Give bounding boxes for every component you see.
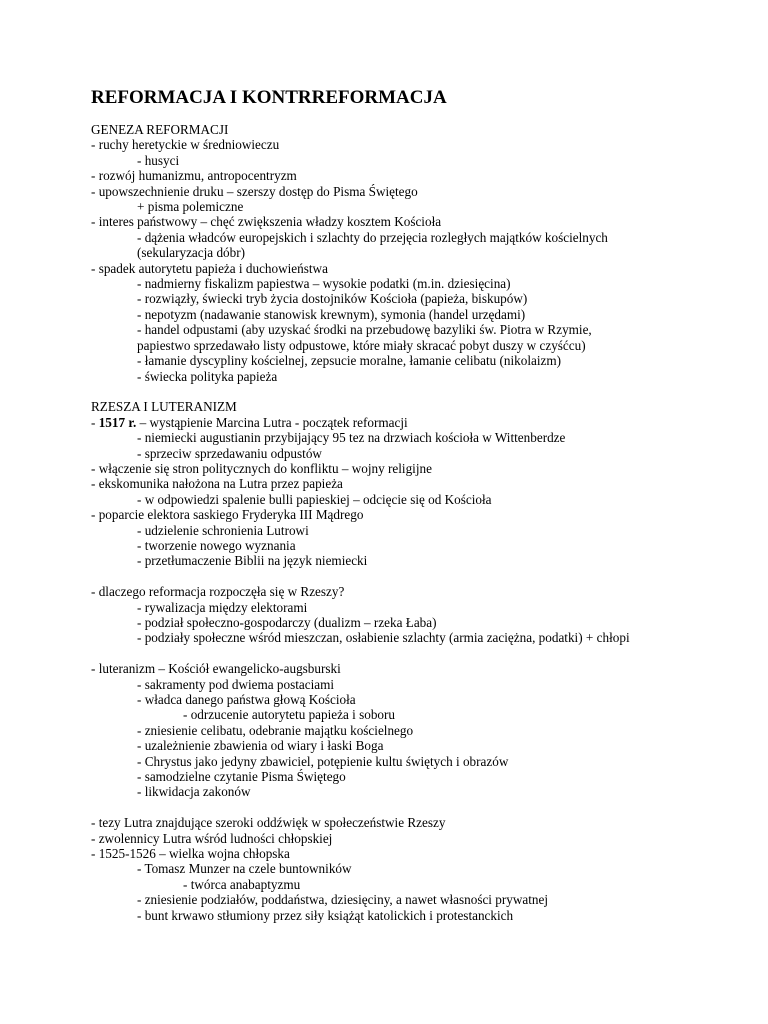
text-line: - łamanie dyscypliny kościelnej, zepsucie moralne, łamanie celibatu (nikolaizm) [137,353,562,369]
text-line: - likwidacja zakonów [137,784,251,800]
text-line: - twórca anabaptyzmu [183,876,301,892]
text-line: - sakramenty pod dwiema postaciami [137,676,335,692]
text-line: - podział społeczno-gospodarczy (dualizm – rzeka Łaba) [137,614,437,630]
text-line: - bunt krwawo stłumiony przez siły książąt katolickich i protestanckich [137,907,514,923]
text-line: RZESZA I LUTERANIZM [91,399,237,415]
document-body [91,122,741,923]
text-line: - Chrystus jako jedyny zbawiciel, potępienie kultu świętych i obrazów [137,753,509,769]
text-line: - świecka polityka papieża [137,368,278,384]
text-line: - zwolennicy Lutra wśród ludności chłopskiej [91,830,333,846]
document-page [91,86,741,923]
text-line: - handel odpustami (aby uzyskać środki na przebudowę bazyliki św. Piotra w Rzymie, [137,322,592,338]
text-line: - dążenia władców europejskich i szlachty do przejęcia rozległych majątków kościelnych [137,229,608,245]
text-line: - interes państwowy – chęć zwiększenia władzy kosztem Kościoła [91,214,442,230]
text-line: - rozwiązły, świecki tryb życia dostojników Kościoła (papieża, biskupów) [137,291,528,307]
bold-date: 1517 r. [98,414,137,430]
text-line: - zniesienie celibatu, odebranie majątku kościelnego [137,722,414,738]
text-line: - Tomasz Munzer na czele buntowników [137,861,352,877]
line-prefix: - [91,414,99,430]
blank-line [91,800,741,815]
text-line: - odrzucenie autorytetu papieża i soboru [183,707,396,723]
text-line: - dlaczego reformacja rozpoczęła się w Rzeszy? [91,584,345,600]
text-line: - przetłumaczenie Biblii na język niemiecki [137,553,368,569]
text-line: - samodzielne czytanie Pisma Świętego [137,769,346,785]
text-line: - w odpowiedzi spalenie bulli papieskiej – odcięcie się od Kościoła [137,491,492,507]
text-line: - ekskomunika nałożona na Lutra przez papieża [91,476,343,492]
text-line: + pisma polemiczne [137,199,244,215]
text-line: - uzależnienie zbawienia od wiary i łaski Boga [137,738,384,754]
text-line: - udzielenie schronienia Lutrowi [137,522,309,538]
line-text: – wystąpienie Marcina Lutra - początek reformacji [136,414,408,430]
text-line: (sekularyzacja dóbr) [137,245,246,261]
text-line: - tworzenie nowego wyznania [137,537,296,553]
text-line: - luteranizm – Kościół ewangelicko-augsburski [91,661,341,677]
text-line: - niemiecki augustianin przybijający 95 tez na drzwiach kościoła w Wittenberdze [137,430,566,446]
text-line: - upowszechnienie druku – szerszy dostęp do Pisma Świętego [91,183,418,199]
text-line: - 1525-1526 – wielka wojna chłopska [91,846,290,862]
text-line: - rywalizacja między elektorami [137,599,308,615]
text-line: - nepotyzm (nadawanie stanowisk krewnym), symonia (handel urzędami) [137,306,526,322]
text-line: - władca danego państwa głową Kościoła [137,691,356,707]
text-line [91,415,741,430]
blank-line [91,384,741,399]
document-title: REFORMACJA I KONTRREFORMACJA [91,87,447,108]
blank-line [91,569,741,584]
text-line: - poparcie elektora saskiego Fryderyka III Mądrego [91,507,364,523]
text-line: - włączenie się stron politycznych do konfliktu – wojny religijne [91,460,432,476]
text-line: - husyci [137,152,180,168]
text-line: GENEZA REFORMACJI [91,122,229,137]
text-line: papiestwo sprzedawało listy odpustowe, które miały skracać pobyt duszy w czyśćcu) [137,337,586,353]
text-line: - sprzeciw sprzedawaniu odpustów [137,445,322,461]
text-line: - podziały społeczne wśród mieszczan, osłabienie szlachty (armia zaciężna, podatki) + chłopi [137,630,630,646]
text-line: - nadmierny fiskalizm papiestwa – wysokie podatki (m.in. dziesięcina) [137,276,511,292]
text-line: - ruchy heretyckie w średniowieczu [91,137,280,153]
text-line: - spadek autorytetu papieża i duchowieństwa [91,260,328,276]
text-line: - rozwój humanizmu, antropocentryzm [91,168,297,184]
blank-line [91,646,741,661]
text-line: - tezy Lutra znajdujące szeroki oddźwięk w społeczeństwie Rzeszy [91,815,446,831]
text-line: - zniesienie podziałów, poddaństwa, dziesięciny, a nawet własności prywatnej [137,892,548,908]
